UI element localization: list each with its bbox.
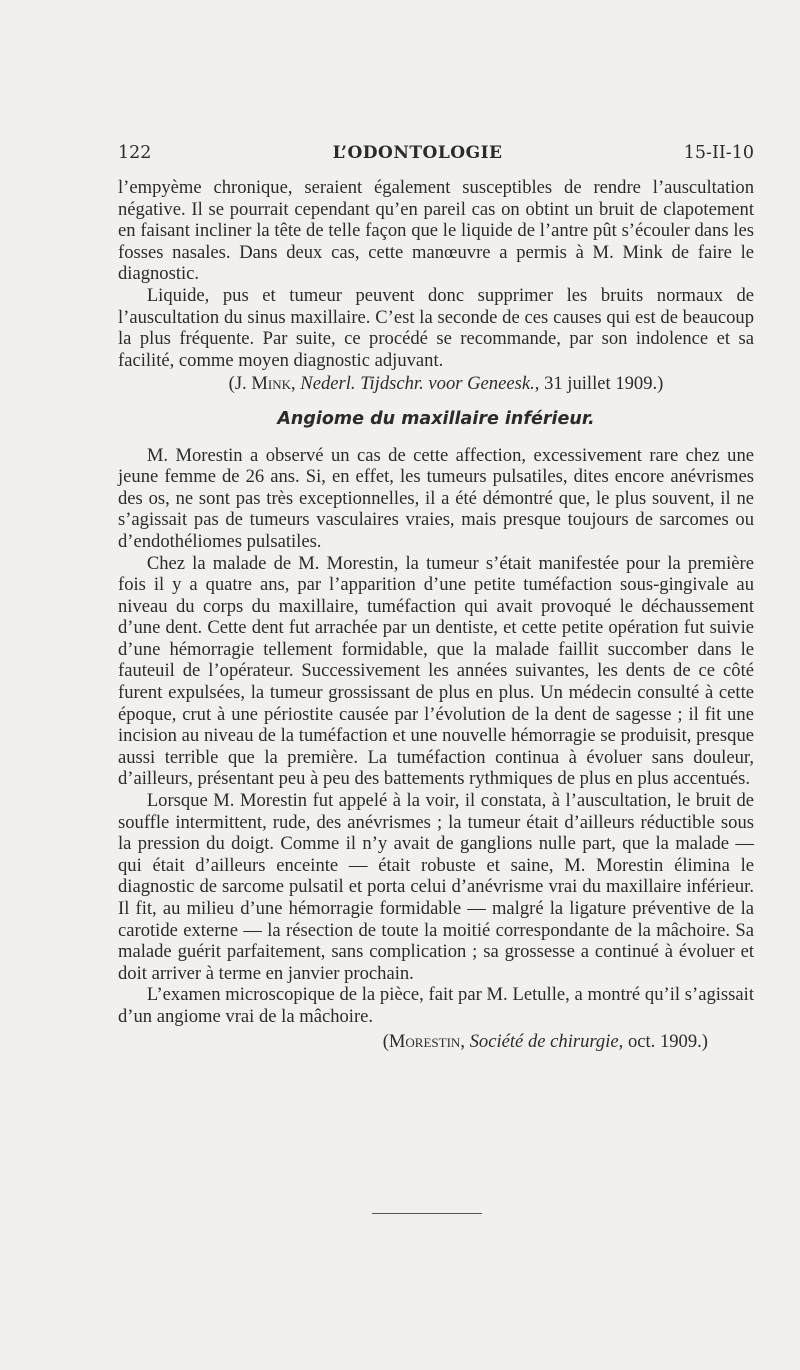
running-header — [118, 143, 754, 163]
section-title: Angiome du maxillaire inférieur. — [277, 408, 595, 429]
end-rule — [372, 1213, 482, 1214]
paragraph: l’empyème chronique, seraient également susceptibles de rendre l’auscultation négative. Il se pourrait cependant qu’en pareil cas on obtint un bruit de clapotement en faisant incliner la tête de telle façon que le liquide de l’antre pût s’écouler dans les fosses nasales. Dans deux cas, cette manœuvre a permis à M. Mink de faire le diagnostic. — [118, 177, 754, 285]
citation-journal: Société de chirurgie — [469, 1030, 619, 1052]
citation: (J. Mink, Nederl. Tijdschr. voor Geneesk., 31 juillet 1909.) — [228, 373, 664, 395]
paragraph: L’examen microscopique de la pièce, fait par M. Letulle, a montré qu’il s’agissait d’un angiome vrai de la mâchoire. — [118, 984, 754, 1027]
citation: (Morestin, Société de chirurgie, oct. 1909.) — [382, 1030, 708, 1052]
article-body — [118, 177, 754, 1052]
issue-date: 15-II-10 — [683, 143, 754, 163]
citation-author: Mink — [251, 373, 291, 395]
citation-author: Morestin — [388, 1030, 461, 1052]
paragraph: M. Morestin a observé un cas de cette affection, excessivement rare chez une jeune femme de 26 ans. Si, en effet, les tumeurs pulsatiles, dites encore anévrismes des os, ne sont pas très exceptionnelles, il a été démontré que, le plus souvent, il ne s’agissait pas de tumeurs vasculaires vraies, mais presque toujours de sarcomes ou d’endothéliomes pulsatiles. — [118, 444, 754, 552]
citation-journal: Nederl. Tijdschr. voor Geneesk. — [300, 373, 535, 395]
paragraph: Chez la malade de M. Morestin, la tumeur s’était manifestée pour la première fois il y a quatre ans, par l’apparition d’une petite tuméfaction sous-gingivale au niveau du corps du maxillaire, tuméfaction qui avait provoqué le déchaussement d’une dent. Cette dent fut arrachée par un dentiste, et cette petite opération fut suivie d’une hémorragie tellement formidable, que la malade faillit succomber dans le fauteuil de l’opérateur. Successivement les années suivantes, les dents de ce côté furent expulsées, la tumeur grossissant de plus en plus. Un médecin consulté à cette époque, crut à une périostite causée par l’évolution de la dent de sagesse ; il fit une incision au niveau de la tuméfaction et une nouvelle hémorragie se produisit, presque aussi terrible que la première. La tuméfaction continua à évoluer sans douleur, d’ailleurs, présentant peu à peu des battements rythmiques de plus en plus accentués. — [118, 552, 754, 790]
paragraph: Liquide, pus et tumeur peuvent donc supprimer les bruits normaux de l’auscultation du sinus maxillaire. C’est la seconde de ces causes qui est de beaucoup la plus fréquente. Par suite, ce procédé se recommande, par son indolence et sa facilité, comme moyen diagnostic adjuvant. — [118, 284, 754, 371]
paragraph: Lorsque M. Morestin fut appelé à la voir, il constata, à l’auscultation, le bruit de souffle intermittent, rude, des anévrismes ; la tumeur était d’ailleurs réductible sous la pression du doigt. Comme il n’y avait de ganglions nulle part, que la malade — qui était d’ailleurs enceinte — était robuste et saine, M. Morestin élimina le diagnostic de sarcome pulsatil et porta celui d’anévrisme vrai du maxillaire inférieur. Il fit, au milieu d’une hémorragie formidable — malgré la ligature préventive de la carotide externe — la résection de toute la moitié correspondante de la mâchoire. Sa malade guérit parfaitement, sans complication ; sa grossesse a continué à évoluer et doit arriver à terme en janvier prochain. — [118, 790, 754, 984]
journal-title: L’ODONTOLOGIE — [332, 143, 503, 163]
page-number: 122 — [118, 143, 152, 163]
